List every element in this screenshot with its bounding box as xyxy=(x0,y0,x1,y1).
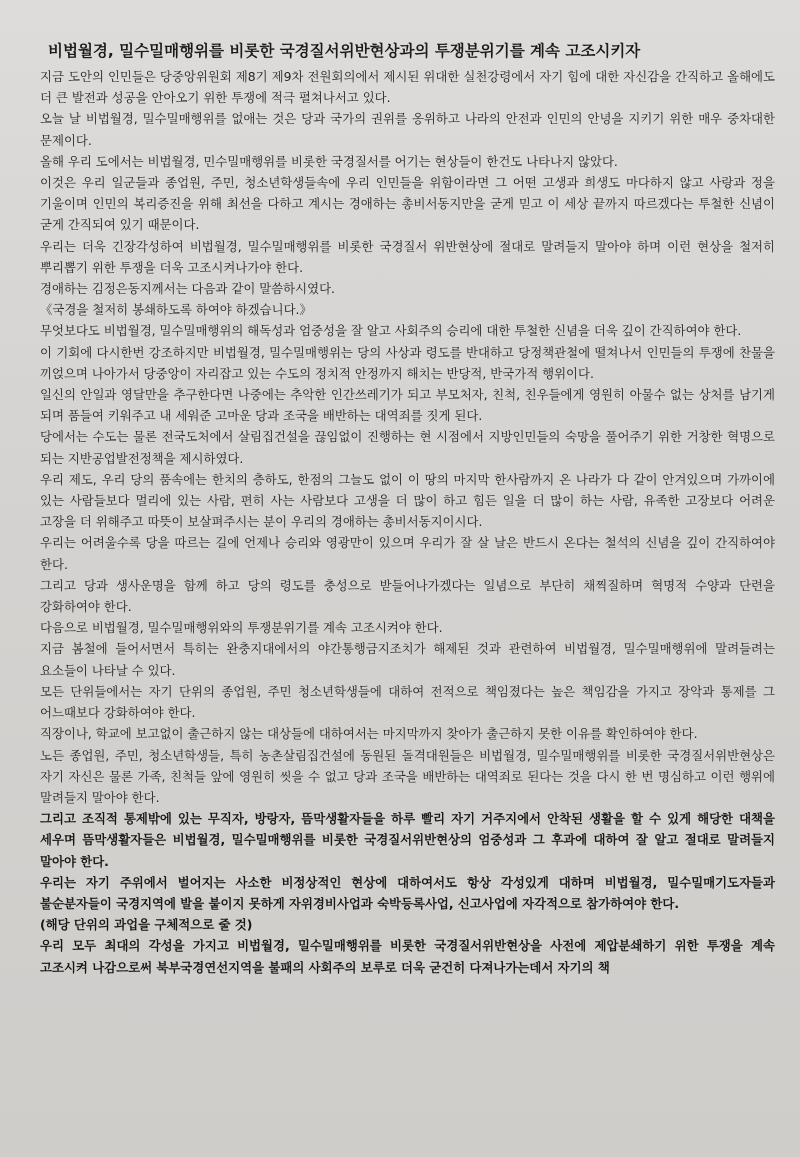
paragraph-list xyxy=(40,66,775,978)
paragraph: 모든 단위들에서는 자기 단위의 종업원, 주민 청소년학생들에 대하여 전적으로 책임졌다는 높은 책임감을 가지고 장악과 통제를 그 어느때보다 강화하여야 한다. xyxy=(40,683,775,721)
paragraph: 우리는 자기 주위에서 벌어지는 사소한 비정상적인 현상에 대하여서도 항상 각성있게 대하며 비법월경, 밀수밀매기도자들과 불순분자들이 국경지역에 발을 붙이지 못하게 자위경비사업과 숙박등록사업, 신고사업에 자각적으로 참가하여야 한다. xyxy=(40,874,775,911)
paragraph: 그리고 당과 생사운명을 함께 하고 당의 령도를 충성으로 받들어나가겠다는 일념으로 부단히 채찍질하며 혁명적 수양과 단련을 강화하여야 한다. xyxy=(40,577,775,615)
paragraph: 노든 종업원, 주민, 청소년학생들, 특히 농촌살림집건설에 동원된 돌격대원들은 비법월경, 밀수밀매행위를 비롯한 국경질서위반현상은 자기 자신은 물론 가족, 친척들 앞에 영원히 씻을 수 없고 당과 조국을 배반하는 대역죄로 된다는 것을 다시 한 번 명심하고 이런 행위에 말려들지 말아야 한다. xyxy=(40,747,775,805)
paragraph: 지금 봄철에 들어서면서 특히는 완충지대에서의 야간통행금지조치가 해제된 것과 관련하여 비법월경, 밀수밀매행위에 말려들려는 요소들이 나타날 수 있다. xyxy=(40,641,775,678)
paragraph: 우리 모두 최대의 각성을 가지고 비법월경, 밀수밀매행위를 비롯한 국경질서위반현상을 사전에 제압분쇄하기 위한 투쟁을 계속 고조시켜 나감으로써 북부국경연선지역을 불패의 사회주의 보루로 더욱 굳건히 다져나가는데서 자기의 책 xyxy=(40,938,775,975)
paragraph: 그리고 조직적 통제밖에 있는 무직자, 방랑자, 뜸막생활자들을 하루 빨리 자기 거주지에서 안착된 생활을 할 수 있게 해당한 대책을 세우며 뜸막생활자들은 비법월경, 밀수밀매행위를 비롯한 국경질서위반현상의 엄중성과 그 후과에 대하여 잘 알고 절대로 말려들지 말아야 한다. xyxy=(40,811,775,869)
paragraph: 경애하는 김정은동지께서는 다음과 같이 말씀하시였다. xyxy=(40,281,335,297)
paragraph: 우리는 더욱 긴장각성하여 비법월경, 밀수밀매행위를 비롯한 국경질서 위반현상에 절대로 말려들지 말아야 하며 이런 현상을 철저히 뿌리뽑기 위한 투쟁을 더욱 고조시켜나가야 한다. xyxy=(40,238,775,275)
paragraph: 당에서는 수도는 물론 전국도처에서 살림집건설을 끊임없이 진행하는 현 시점에서 지방인민들의 숙망을 풀어주기 위한 거창한 혁명으로 되는 지반공업발전정책을 제시하였다. xyxy=(40,429,775,466)
document-body xyxy=(40,40,775,978)
paragraph: (해당 단위의 과업을 구체적으로 줄 것) xyxy=(40,917,253,933)
paragraph: 이 기회에 다시한번 강조하지만 비법월경, 밀수밀매행위는 당의 사상과 령도를 반대하고 당정책관철에 떨쳐나서 인민들의 투쟁에 찬물을 끼얹으며 나아가서 당중앙이 자리잡고 있는 수도의 정치적 안정까지 해치는 반당적, 반국가적 행위이다. xyxy=(40,344,775,381)
paragraph: 일신의 안일과 영달만을 추구한다면 나중에는 추악한 인간쓰레기가 되고 부모처자, 친척, 친우들에게 영원히 아물수 없는 상처를 남기게 되며 품들여 키워주고 내 세워준 고마운 당과 조국을 배반하는 대역죄를 짓게 된다. xyxy=(40,387,775,424)
paragraph: 《국경을 철저히 봉쇄하도록 하여야 하겠습니다.》 xyxy=(40,302,312,318)
paragraph: 무엇보다도 비법월경, 밀수밀매행위의 해독성과 엄중성을 잘 알고 사회주의 승리에 대한 투철한 신념을 더욱 깊이 간직하여야 한다. xyxy=(40,323,742,339)
paragraph: 오늘 날 비법월경, 밀수밀매행위를 없애는 것은 당과 국가의 권위를 옹위하고 나라의 안전과 인민의 안녕을 지키기 위한 매우 중차대한 문제이다. xyxy=(40,111,775,148)
paragraph: 이것은 우리 일군들과 종업원, 주민, 청소년학생들속에 우리 인민들을 위함이라면 그 어떤 고생과 희생도 마다하지 않고 사랑과 정을 기울이며 인민의 복리증진을 위해 최선을 다하고 계시는 경애하는 총비서동지만을 굳게 믿고 이 세상 끝까지 따르겠다는 투철한 신념이 굳게 간직되여 있기 때문이다. xyxy=(40,175,775,233)
paragraph: 우리 제도, 우리 당의 품속에는 한치의 층하도, 한점의 그늘도 없이 이 땅의 마지막 한사람까지 온 나라가 다 같이 안겨있으며 가까이에 있는 사람들보다 멀리에 있는 사람, 편히 사는 사람보다 고생을 더 많이 하고 힘든 일을 더 많이 하는 사람, 유족한 고장보다 어려운 고장을 더 위해주고 따뜻이 보살펴주시는 분이 우리의 경애하는 총비서동지이시다. xyxy=(40,471,775,530)
paragraph: 올해 우리 도에서는 비법월경, 민수밀매행위를 비롯한 국경질서를 어기는 현상들이 한건도 나타나지 않았다. xyxy=(40,153,618,169)
paragraph: 직장이나, 학교에 보고없이 출근하지 않는 대상들에 대하여서는 마지막까지 찾아가 출근하지 못한 이유를 확인하여야 한다. xyxy=(40,726,698,742)
paragraph: 우리는 어려울수록 당을 따르는 길에 언제나 승리와 영광만이 있으며 우리가 잘 살 날은 반드시 온다는 철석의 신념을 깊이 간직하여야 한다. xyxy=(40,535,775,572)
document-title: 비법월경, 밀수밀매행위를 비롯한 국경질서위반현상과의 투쟁분위기를 계속 고조시키자 xyxy=(48,42,641,60)
paragraph: 지금 도안의 인민들은 당중앙위원회 제8기 제9차 전원회의에서 제시된 위대한 실천강령에서 자기 힘에 대한 자신감을 간직하고 올해에도 더 큰 발전과 성공을 안아오기 위한 투쟁에 적극 펼쳐나서고 있다. xyxy=(40,69,775,106)
paragraph: 다음으로 비법월경, 밀수밀매행위와의 투쟁분위기를 계속 고조시켜야 한다. xyxy=(40,620,443,636)
